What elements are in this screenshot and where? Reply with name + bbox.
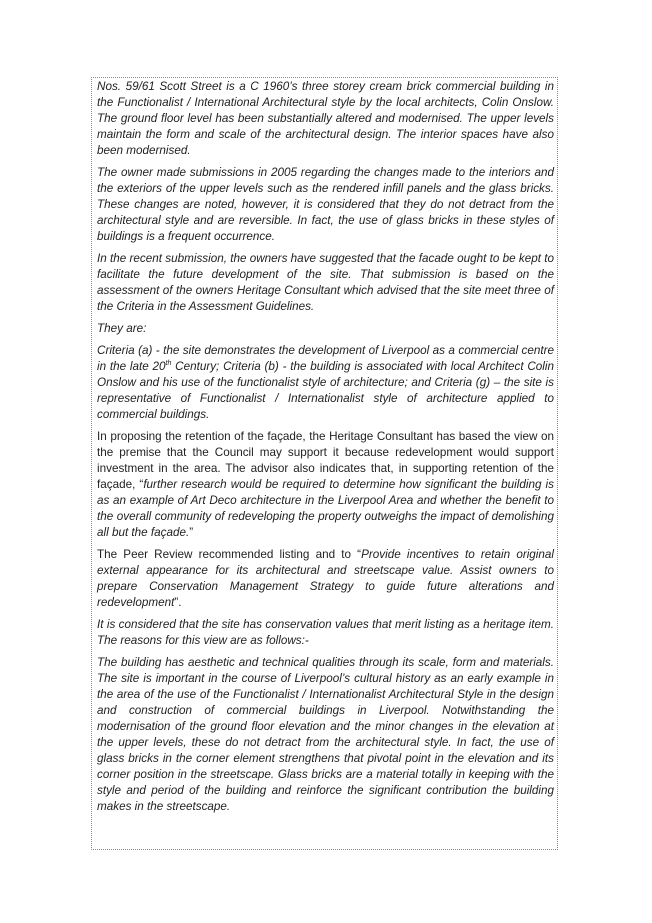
facade-text-intro: In proposing the retention of the façade, the Heritage Consultant has based the view on the premise that the Council may support it because redevelopment would support investment in the area. The advisor also indicates that, in supporting retention of the façade, “: [97, 430, 554, 491]
peer-review-quote: Provide incentives to retain original external appearance for its architectural and streetscape value. Assist owners to prepare Conservation Management Strategy to guide future alterations and redevelopment: [97, 548, 554, 609]
criteria-text-b: Century; Criteria (b) - the building is associated with local Architect Colin Onslow and his use of the functionalist style of architecture; and Criteria (g) – the site is representative of Functionalist / Internationalist style of architecture applied to commercial buildings.: [97, 360, 554, 421]
criteria-superscript: th: [165, 360, 172, 368]
paragraph-conservation-values: It is considered that the site has conservation values that merit listing as a heritage item. The reasons for this view are as follows:-: [97, 618, 554, 647]
facade-quote: further research would be required to determine how significant the building is as an example of Art Deco architecture in the Liverpool Area and whether the benefit to the overall community of redeveloping the property outweighs the impact of demolishing all but the façade.: [97, 478, 554, 539]
paragraph-criteria: [97, 343, 554, 423]
paragraph-facade-retention: [97, 429, 554, 541]
paragraph-they-are: They are:: [97, 322, 147, 335]
criteria-text-a: Criteria (a) - the site demonstrates the development of Liverpool as a commercial centre in the late 20: [97, 344, 554, 373]
facade-quote-close: ”: [189, 526, 194, 539]
paragraph-building-description: Nos. 59/61 Scott Street is a C 1960’s three storey cream brick commercial building in the Functionalist / International Architectural style by the local architects, Colin Onslow. The ground floor level has been substantially altered and modernised. The upper levels maintain the form and scale of the architectural design. The interior spaces have also been modernised.: [97, 80, 554, 157]
paragraph-reasons: The building has aesthetic and technical qualities through its scale, form and materials. The site is important in the course of Liverpool’s cultural history as an early example in the area of the use of the Functionalist / Internationalist Architectural Style in the design and construction of commercial buildings in Liverpool. Notwithstanding the modernisation of the ground floor elevation and the minor changes in the elevation at the upper levels, these do not detract from the architectural style. In fact, the use of glass bricks in the corner element strengthens that pivotal point in the elevation and its corner position in the streetscape. Glass bricks are a material totally in keeping with the style and period of the building and reinforce the significant contribution the building makes in the streetscape.: [97, 656, 554, 813]
document-body: [97, 79, 554, 821]
peer-review-intro: The Peer Review recommended listing and to “: [97, 548, 362, 561]
peer-review-quote-close: ”.: [174, 596, 182, 609]
paragraph-peer-review: [97, 547, 554, 611]
paragraph-recent-submission: In the recent submission, the owners have suggested that the facade ought to be kept to facilitate the future development of the site. That submission is based on the assessment of the owners Heritage Consultant which advised that the site meet three of the Criteria in the Assessment Guidelines.: [97, 252, 554, 313]
paragraph-owner-submissions: The owner made submissions in 2005 regarding the changes made to the interiors and the exteriors of the upper levels such as the rendered infill panels and the glass bricks. These changes are noted, however, it is considered that they do not detract from the architectural style and are reversible. In fact, the use of glass bricks in these styles of buildings is a frequent occurrence.: [97, 166, 554, 243]
